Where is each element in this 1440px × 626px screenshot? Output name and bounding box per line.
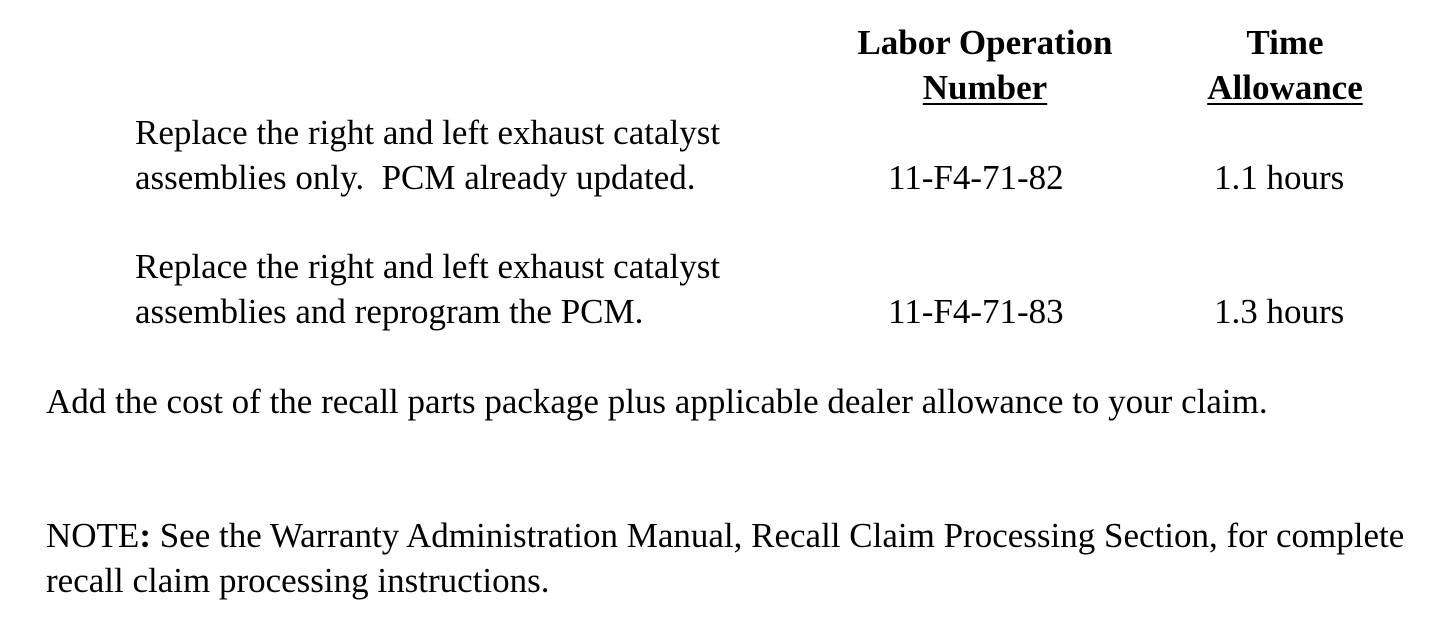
note-paragraph <box>46 513 1414 603</box>
table-row-1-desc-line2: assemblies only. PCM already updated. <box>135 158 696 197</box>
table-row-2-desc-line2: assemblies and reprogram the PCM. <box>135 292 644 331</box>
table-row-2-description <box>135 244 720 334</box>
table-row-2-labor-number: 11-F4-71-83 <box>888 292 1064 331</box>
table-row-1-description <box>135 110 720 200</box>
table-row-1-labor-number: 11-F4-71-82 <box>888 158 1064 197</box>
table-row-2-time-allowance: 1.3 hours <box>1214 292 1345 331</box>
labor-operation-header <box>835 20 1135 110</box>
table-row-2-desc-line1: Replace the right and left exhaust catalyst <box>135 247 721 286</box>
time-allowance-header-line2: Allowance <box>1207 68 1363 107</box>
cost-paragraph: Add the cost of the recall parts package plus applicable dealer allowance to your claim. <box>46 382 1268 421</box>
time-allowance-header-line1: Time <box>1246 23 1324 62</box>
labor-operation-header-line1: Labor Operation <box>857 23 1113 62</box>
table-row-1-desc-line1: Replace the right and left exhaust catalyst <box>135 113 721 152</box>
note-text: See the Warranty Administration Manual, Recall Claim Processing Section, for complete recall claim processing instructions. <box>46 516 1414 600</box>
time-allowance-header <box>1180 20 1390 110</box>
labor-operation-header-line2: Number <box>922 68 1048 107</box>
note-colon: : <box>139 516 151 555</box>
table-row-1-time-allowance: 1.1 hours <box>1214 158 1345 197</box>
note-label: NOTE <box>46 516 140 555</box>
